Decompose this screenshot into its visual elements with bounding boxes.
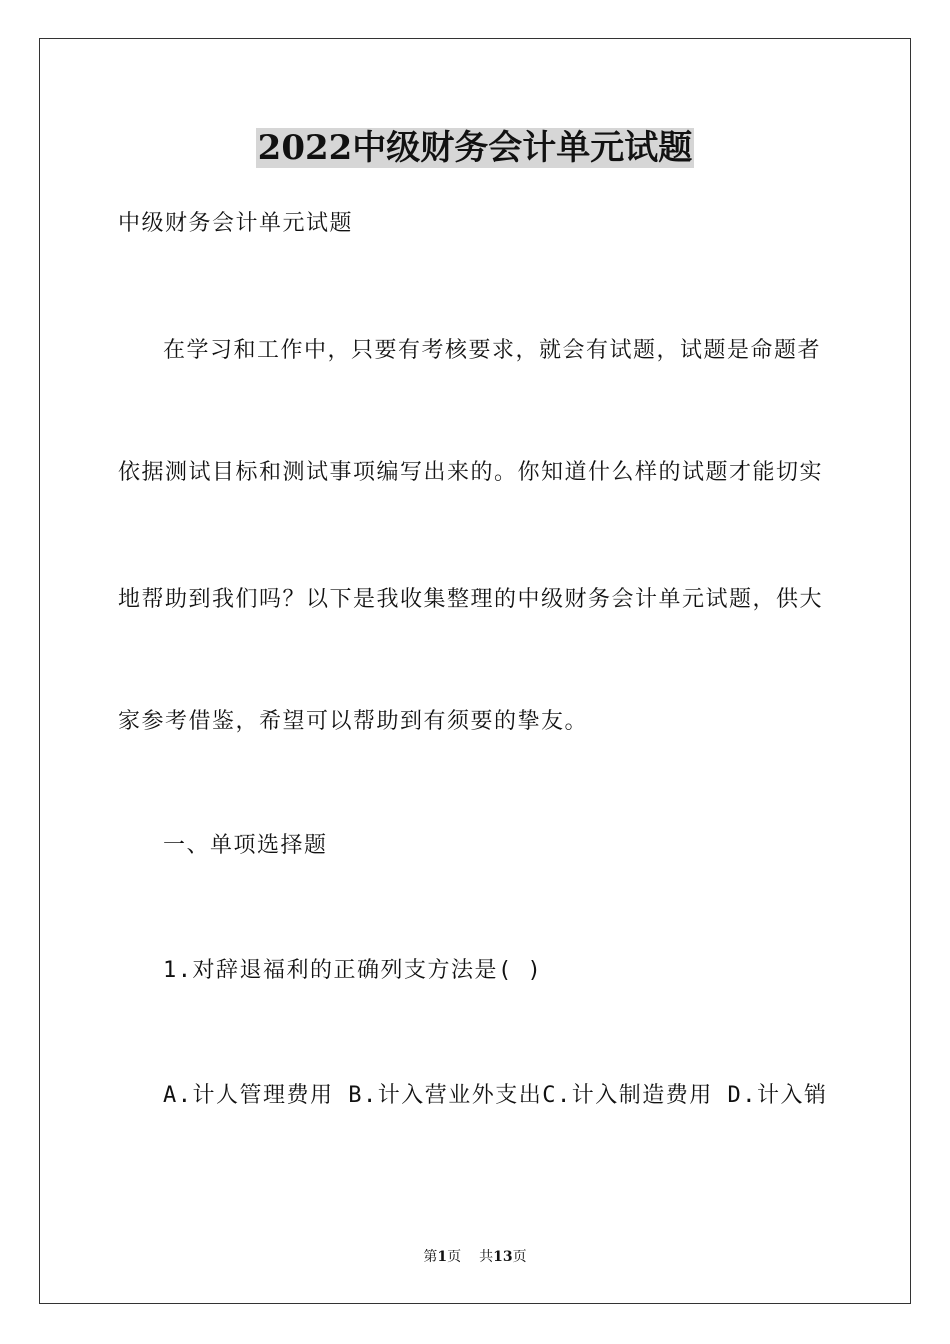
intro-line-1: 在学习和工作中，只要有考核要求，就会有试题，试题是命题者 xyxy=(163,338,822,363)
page-footer xyxy=(0,1248,950,1266)
intro-line-4: 家参考借鉴，希望可以帮助到有须要的挚友。 xyxy=(118,709,589,734)
question-1: 1.对辞退福利的正确列支方法是( ) xyxy=(163,958,543,983)
intro-line-2: 依据测试目标和测试事项编写出来的。你知道什么样的试题才能切实 xyxy=(118,460,824,485)
title-container xyxy=(0,128,950,168)
page-current: 1 xyxy=(437,1249,448,1265)
document-title: 2022中级财务会计单元试题 xyxy=(257,128,693,168)
intro-line-3: 地帮助到我们吗？以下是我收集整理的中级财务会计单元试题，供大 xyxy=(118,587,824,612)
page-suffix: 页 xyxy=(447,1249,462,1265)
question-1-options: A.计人管理费用 B.计入营业外支出C.计入制造费用 D.计入销 xyxy=(163,1083,828,1108)
document-subtitle: 中级财务会计单元试题 xyxy=(118,211,354,236)
page-prefix: 第 xyxy=(423,1249,438,1265)
page-total: 13 xyxy=(493,1249,513,1265)
total-prefix: 共 xyxy=(479,1249,494,1265)
total-suffix: 页 xyxy=(512,1249,527,1265)
section-heading: 一、单项选择题 xyxy=(163,833,328,858)
